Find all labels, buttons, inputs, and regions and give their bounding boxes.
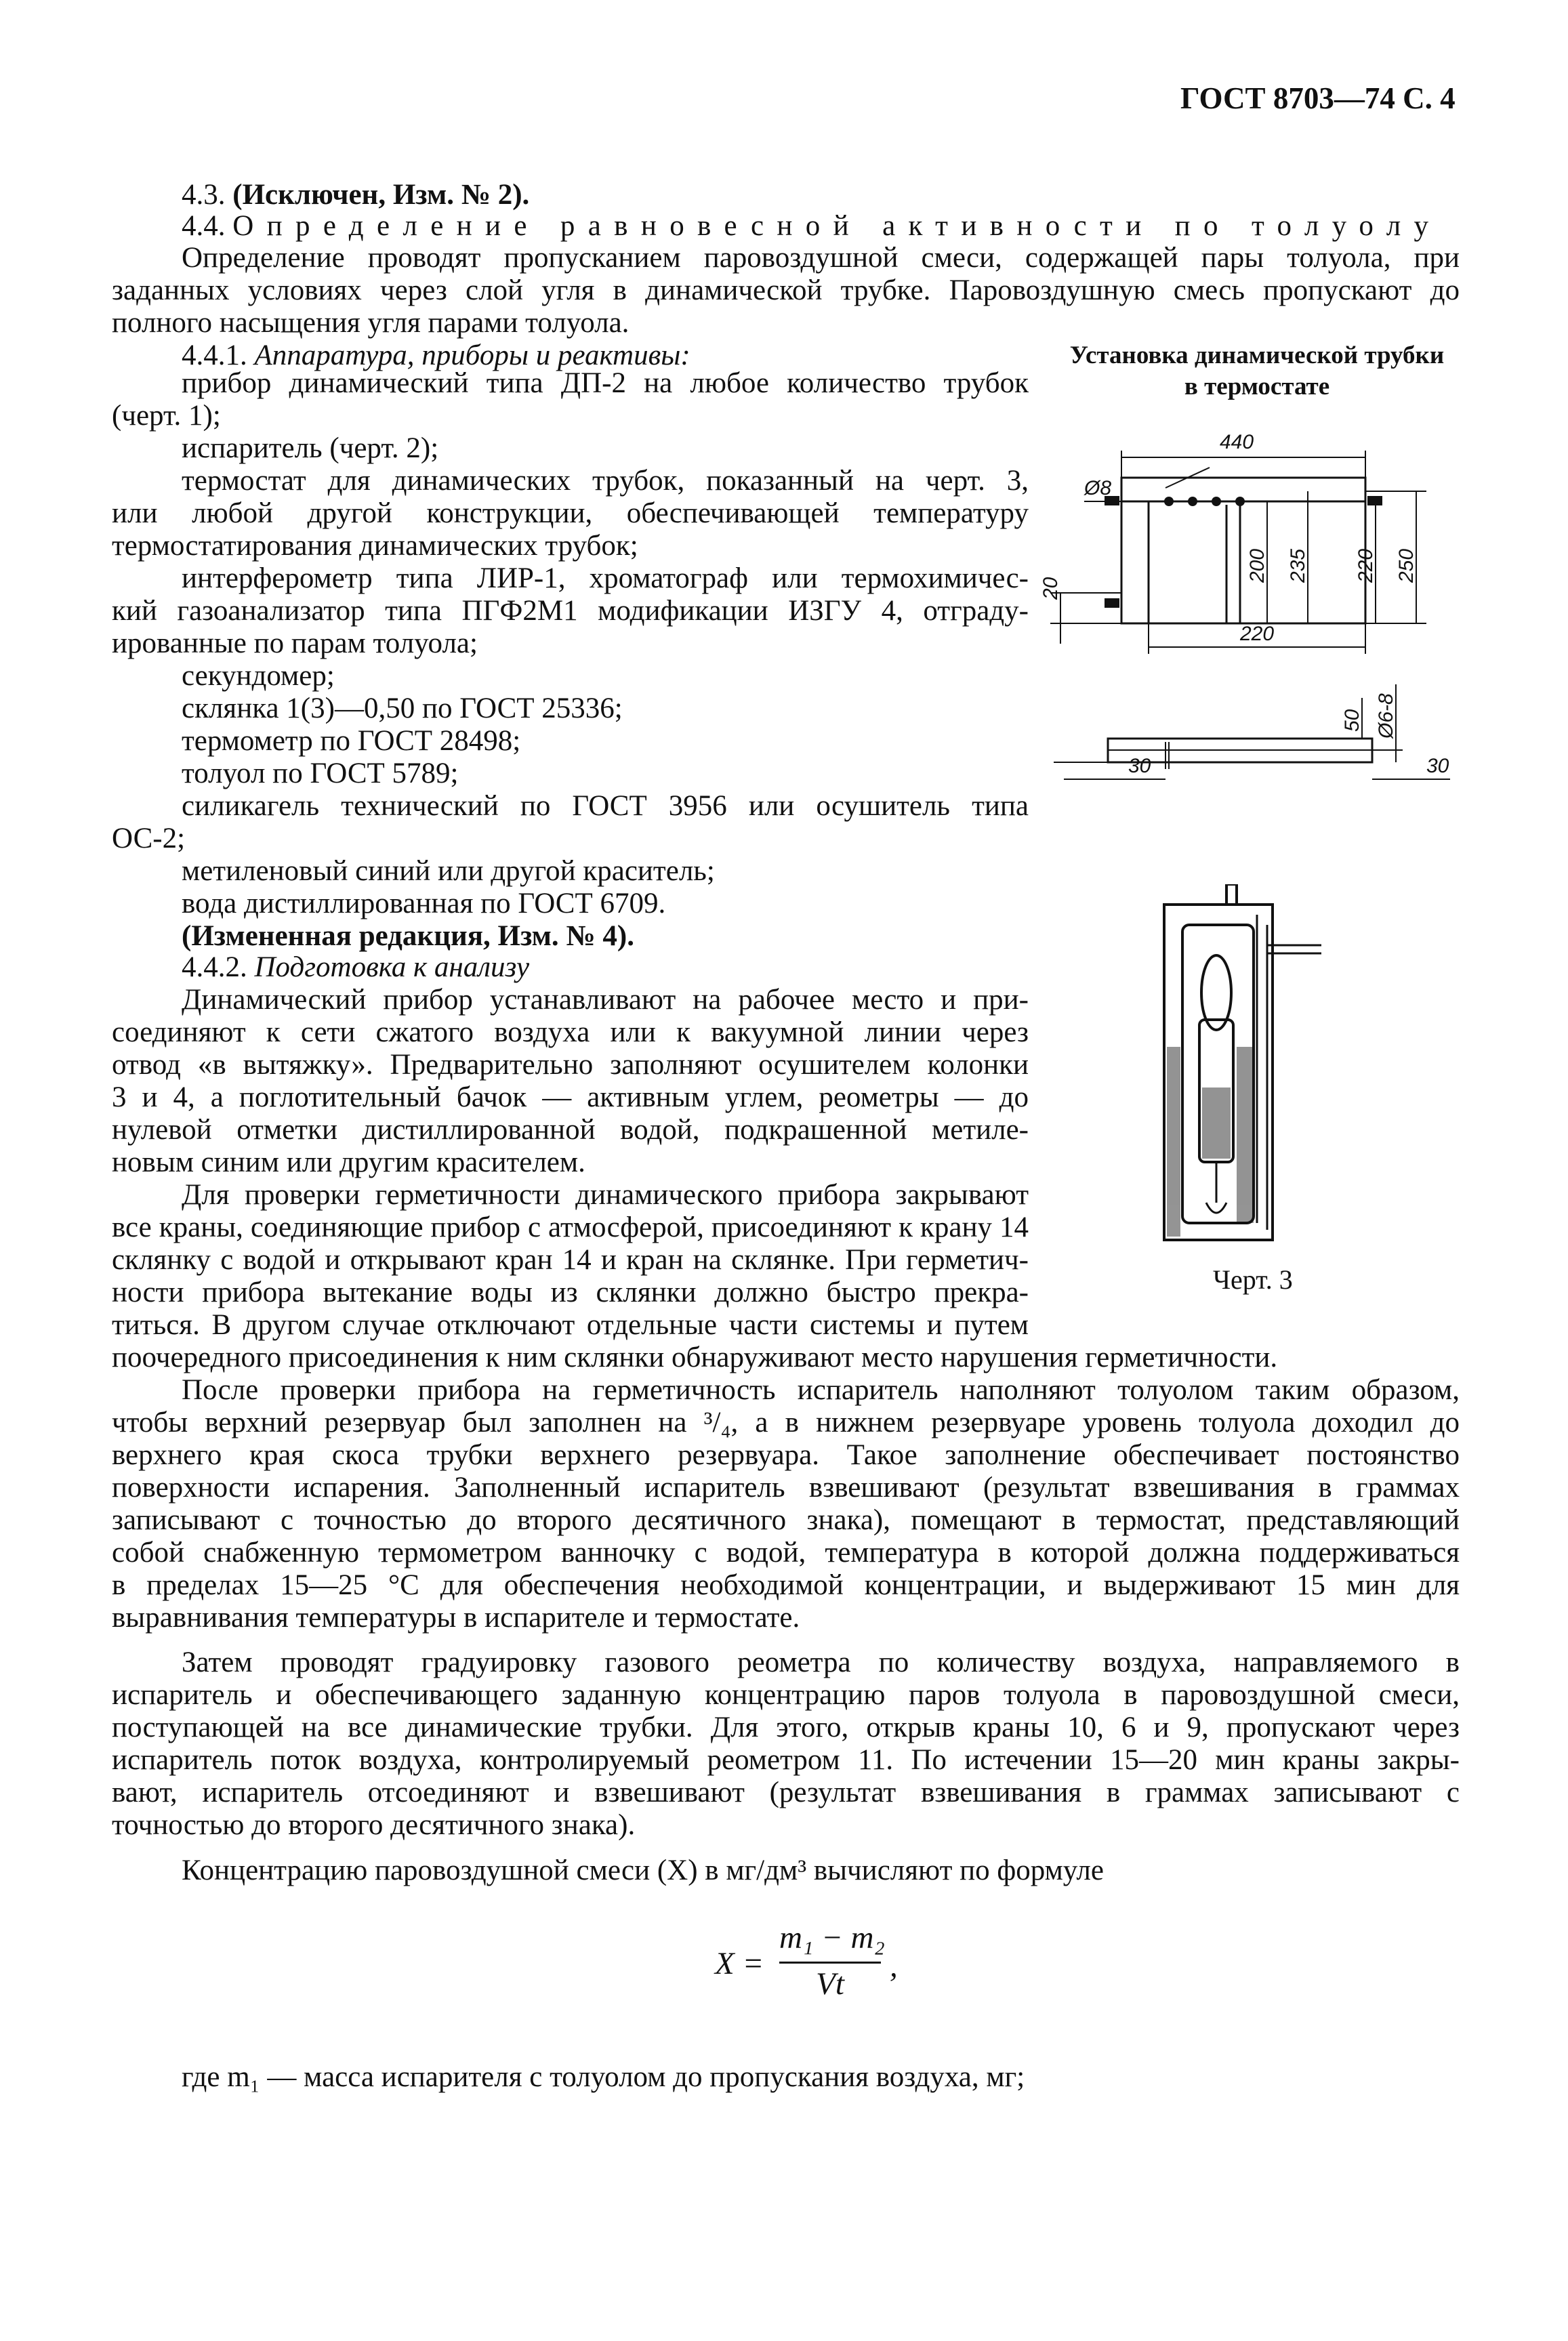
section-number: 4.4.1. [182,339,247,371]
drain-nozzle [1105,598,1119,608]
prep-line: ности прибора вытекание воды из склянки должно быстро прекра- [112,1277,1029,1308]
equipment-line: (черт. 1); [112,400,221,432]
formula-comma: , [890,1949,898,1984]
adsorbent-fill [1237,1047,1254,1223]
equipment-line: кий газоанализатор типа ПГФ2М1 модификации ИЗГУ 4, отграду- [112,595,1029,627]
prep-line: Динамический прибор устанавливают на рабочее место и при- [182,984,1029,1016]
dim-20: 20 [1039,577,1062,600]
section-number: 4.3. [182,179,226,211]
equipment-line: силикагель технический по ГОСТ 3956 или осушитель типа [182,790,1029,822]
equipment-line: термометр по ГОСТ 28498; [182,725,521,757]
body-line: поверхности испарения. Заполненный испаритель взвешивают (результат взвешивания в граммах [112,1472,1460,1504]
prep-line: титься. В другом случае отключают отдельные части системы и путем [112,1309,1029,1341]
adsorbent-fill [1167,1047,1180,1237]
running-header: ГОСТ 8703—74 С. 4 [1180,81,1456,115]
formula-intro: Концентрацию паровоздушной смеси (X) в мг/дм³ вычисляют по формуле [182,1855,1104,1886]
body-line: верхнего края скоса трубки верхнего резервуара. Такое заполнение обеспечивает постоянство [112,1439,1460,1471]
body-line: в пределах 15—25 °С для обеспечения необходимой концентрации, и выдерживают 15 мин для [112,1569,1460,1601]
section-number: 4.4. [182,210,226,242]
port-marker [1235,497,1245,506]
dim-diameter-6-8: Ø6-8 [1375,693,1397,739]
intro-line: Определение проводят пропусканием паровоздушной смеси, содержащей пары толуола, при [182,242,1460,274]
section-4-3 [182,178,529,213]
prep-line: отвод «в вытяжку». Предварительно заполняют осушителем колонки [112,1049,1029,1081]
prep-line: Для проверки герметичности динамического прибора закрывают [182,1179,1029,1211]
port-marker [1212,497,1221,506]
prep-line: поочередного присоединения к ним склянки обнаруживают место нарушения герметичности. [112,1342,1278,1373]
evaporator-drawing [1152,884,1328,1250]
outlet-nozzle [1367,496,1382,505]
formula [715,1920,918,2006]
intro-line: полного насыщения угля парами толуола. [112,307,630,339]
dim-220-vertical: 220 [1355,548,1377,583]
body-line: испаритель поток воздуха, контролируемый реометром 11. По истечении 15—20 мин краны закры- [112,1744,1460,1776]
intro-line: заданных условиях через слой угля в динамической трубке. Паровоздушную смесь пропускают до [112,274,1460,306]
body-line: выравнивания температуры в испарителе и термостате. [112,1602,800,1634]
port-marker [1188,497,1197,506]
dim-200: 200 [1246,548,1268,583]
figure-label: Черт. 3 [1213,1264,1293,1295]
figure-caption [1047,340,1467,403]
prep-line: нулевой отметки дистиллированной водой, подкрашенной метиле- [112,1114,1029,1146]
equipment-line: или любой другой конструкции, обеспечивающей температуру [112,497,1029,529]
equipment-line: термостатирования динамических трубок; [112,530,638,562]
dim-250: 250 [1395,548,1418,583]
formula-denominator: Vt [816,1966,844,2002]
body-line: точностью до второго десятичного знака). [112,1809,636,1841]
port-marker [1164,497,1174,506]
body-line: После проверки прибора на герметичность испаритель наполняют толуолом таким образом, [182,1374,1460,1406]
equipment-line: прибор динамический типа ДП-2 на любое количество трубок [182,367,1029,399]
body-line: Затем проводят градуировку газового реометра по количеству воздуха, направляемого в [182,1646,1460,1678]
body-line: записывают с точностью до второго десятичного знака), помещают в термостат, представляющий [112,1504,1460,1536]
equipment-line: вода дистиллированная по ГОСТ 6709. [182,888,666,919]
equipment-line: термостат для динамических трубок, показанный на черт. 3, [182,465,1029,497]
formula-lhs: X = [715,1946,764,1981]
figure-caption-line: Установка динамической трубки [1069,341,1445,369]
section-4-4-heading [182,209,1441,244]
excluded-note: (Исключен, Изм. № 2). [232,179,530,211]
dim-440: 440 [1220,431,1254,453]
toluene-level [1202,1087,1231,1159]
dim-30-right: 30 [1426,755,1449,777]
figure-caption-line: в термостате [1184,373,1330,401]
section-number: 4.4.2. [182,951,247,983]
prep-line: склянку с водой и открывают кран 14 и кран на склянке. При герметич- [112,1244,1029,1276]
fraction-bar [779,1962,881,1964]
equipment-line: ОС-2; [112,823,186,854]
thermostat-drawing [1037,420,1470,813]
body-line: чтобы верхний резервуар был заполнен на ³/₄, а в нижнем резервуаре уровень толуола доходил до [112,1407,1460,1438]
prep-line: 3 и 4, а поглотительный бачок — активным углем, реометры — до [112,1081,1029,1113]
equipment-line: ированные по парам толуола; [112,627,478,659]
dim-50: 50 [1341,709,1363,732]
equipment-line: испаритель (черт. 2); [182,432,439,464]
dim-diameter-8: Ø8 [1084,477,1112,499]
amendment-note: (Измененная редакция, Изм. № 4). [182,920,634,952]
body-line: вают, испаритель отсоединяют и взвешивают (результат взвешивания в граммах записывают с [112,1777,1460,1808]
body-line: испаритель и обеспечивающего заданную концентрацию паров толуола в паровоздушной смеси, [112,1679,1460,1711]
equipment-line: метиленовый синий или другой краситель; [182,855,715,887]
section-title: Подготовка к анализу [254,951,530,983]
equipment-line: интерферометр типа ЛИР-1, хроматограф или термохимичес- [182,562,1029,594]
prep-line: соединяют к сети сжатого воздуха или к вакуумной линии через [112,1016,1029,1048]
dim-220-horizontal: 220 [1240,623,1275,645]
body-line: поступающей на все динамические трубки. Для этого, открыв краны 10, 6 и 9, пропускают через [112,1712,1460,1743]
formula-legend: где m₁ — масса испарителя с толуолом до пропускания воздуха, мг; [182,2061,1025,2093]
body-line: собой снабженную термометром ванночку с водой, температура в которой должна поддерживаться [112,1537,1460,1569]
formula-numerator: m₁ − m₂ [779,1920,885,1955]
prep-line: новым синим или другим красителем. [112,1146,585,1178]
equipment-line: толуол по ГОСТ 5789; [182,758,459,789]
dim-30-left: 30 [1128,755,1151,777]
section-title: Аппаратура, приборы и реактивы: [254,339,690,371]
section-4-4-2-heading [182,950,529,985]
equipment-line: склянка 1(3)—0,50 по ГОСТ 25336; [182,692,623,724]
prep-line: все краны, соединяющие прибор с атмосферой, присоединяют к крану 14 [112,1211,1029,1243]
dim-235: 235 [1287,548,1309,583]
equipment-line: секундомер; [182,660,335,692]
section-title: Определение равновесной активности по толуолу [232,210,1442,242]
